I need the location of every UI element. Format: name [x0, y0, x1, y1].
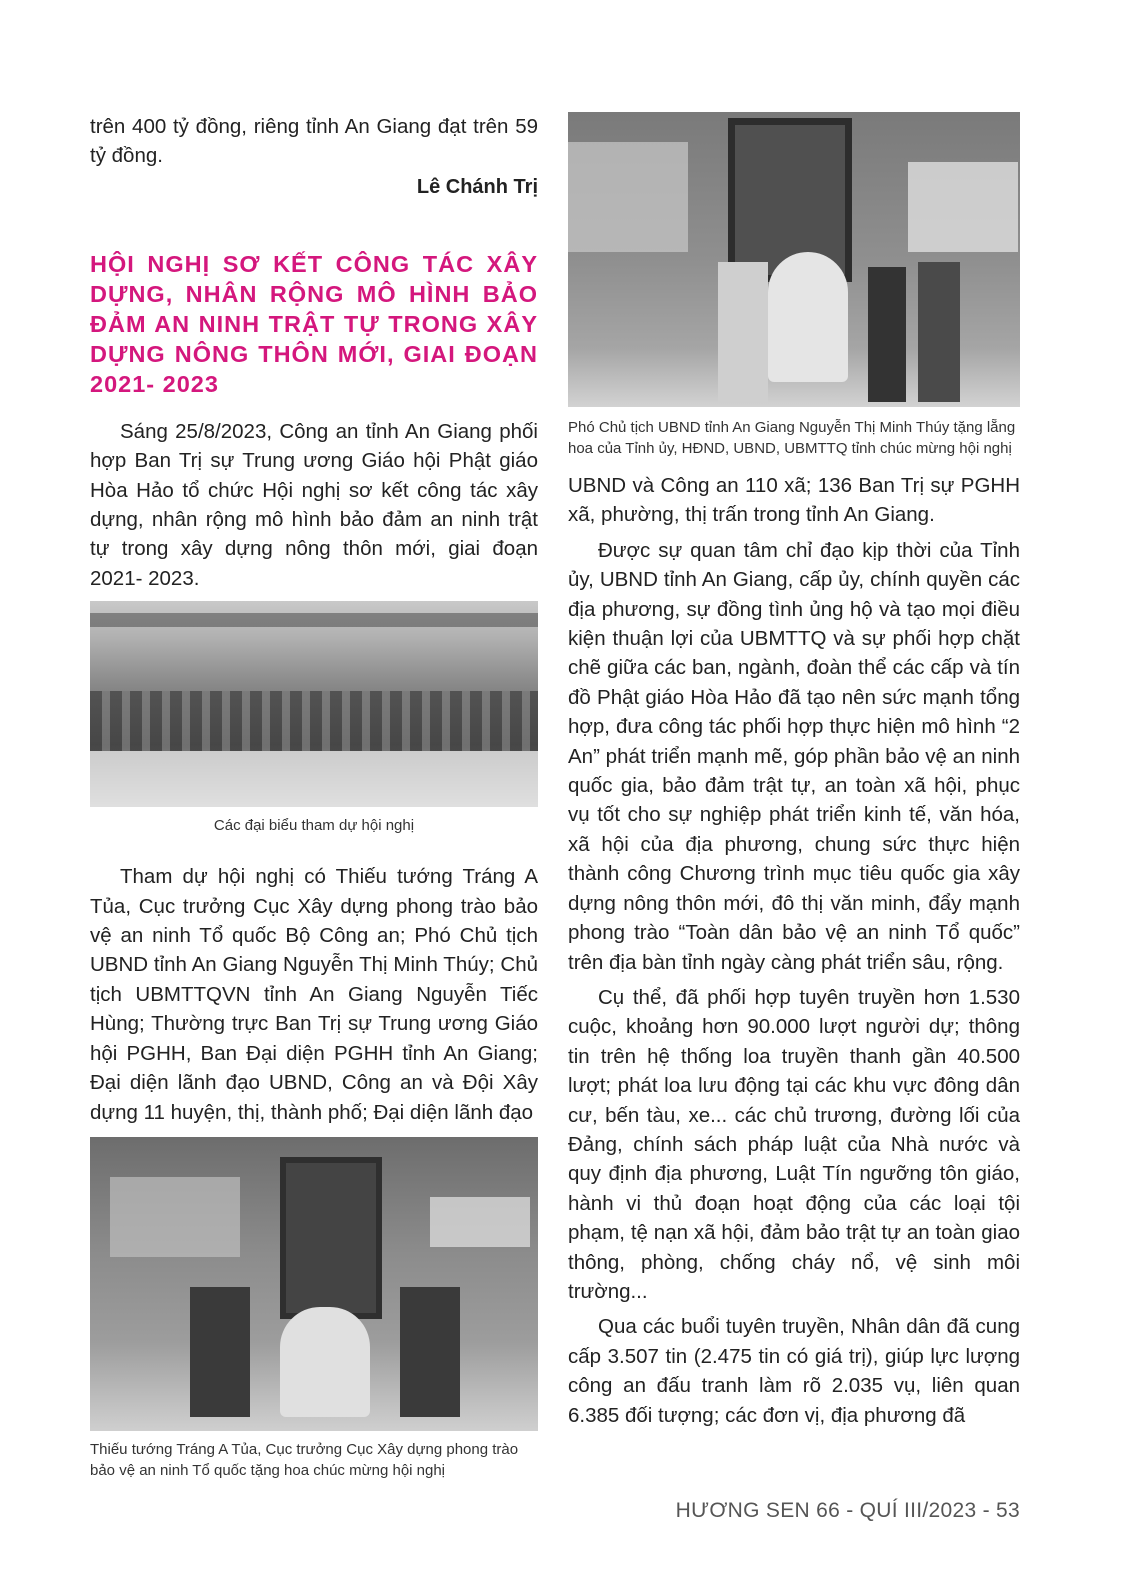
intro-paragraph: trên 400 tỷ đồng, riêng tỉnh An Giang đạt trên 59 tỷ đồng. [90, 115, 538, 168]
body-paragraph-3: Cụ thể, đã phối hợp tuyên truyền hơn 1.530 cuộc, khoảng hơn 90.000 lượt người dự; thông tin trên hệ thống loa truyền thanh gần 40.500 lượt; phát loa lưu động tại các khu vực đông dân cư, bến tàu, xe... các chủ trương, đường lối của Đảng, chính sách pháp luật của Nhà nước và quy định địa phương, Luật Tín ngưỡng tôn giáo, hành vi thủ đoạn hoạt động của các loại tội phạm, tệ nạn xã hội, đảm bảo trật tự an toàn giao thông, phòng, chống cháy nổ, vệ sinh môi trường... [568, 985, 1020, 1303]
vice-chair-flower-photo [568, 112, 1020, 407]
conference-audience-photo [90, 601, 538, 807]
photo-caption-vice-chair: Phó Chủ tịch UBND tỉnh An Giang Nguyễn Thị Minh Thúy tặng lẵng hoa của Tỉnh ủy, HĐND, UBND, UBMTTQ tỉnh chúc mừng hội nghị [568, 419, 1016, 457]
body-paragraph-2: Được sự quan tâm chỉ đạo kịp thời của Tỉnh ủy, UBND tỉnh An Giang, cấp ủy, chính quyền các địa phương, sự đồng tình ủng hộ và tạo mọi điều kiện thuận lợi của UBMTTQ và sự phối hợp chặt chẽ giữa các ban, ngành, đoàn thể các cấp và tín đồ Phật giáo Hòa Hảo đã tạo nên sức mạnh tổng hợp, đưa công tác phối hợp thực hiện mô hình “2 An” phát triển mạnh mẽ, góp phần bảo vệ an ninh quốc gia, bảo đảm trật tự, an toàn xã hội, phục vụ tốt cho sự nghiệp phát triển kinh tế, văn hóa, xã hội của địa phương, chung sức thực hiện thành công Chương trình mục tiêu quốc gia xây dựng nông thôn mới, đô thị văn minh, đẩy mạnh phong trào “Toàn dân bảo vệ an ninh Tổ quốc” trên địa bàn tỉnh ngày càng phát triển sâu, rộng. [568, 538, 1020, 974]
photo-caption-flowers: Thiếu tướng Tráng A Tủa, Cục trưởng Cục Xây dựng phong trào bảo vệ an ninh Tổ quốc tặng hoa chúc mừng hội nghị [90, 1440, 519, 1479]
right-column [568, 112, 1020, 1430]
attendees-paragraph: Tham dự hội nghị có Thiếu tướng Tráng A Tủa, Cục trưởng Cục Xây dựng phong trào bảo vệ an ninh Tổ quốc Bộ Công an; Phó Chủ tịch UBND tỉnh An Giang Nguyễn Thị Minh Thúy; Chủ tịch UBMTTQVN tỉnh An Giang Nguyễn Tiếc Hùng; Thường trực Ban Trị sự Trung ương Giáo hội PGHH, Ban Đại diện PGHH tỉnh An Giang; Đại diện lãnh đạo UBND, Công an và Đội Xây dựng 11 huyện, thị, thành phố; Đại diện lãnh đạo [90, 865, 538, 1124]
article-headline: HỘI NGHỊ SƠ KẾT CÔNG TÁC XÂY DỰNG, NHÂN RỘNG MÔ HÌNH BẢO ĐẢM AN NINH TRẬT TỰ TRONG XÂY DỰNG NÔNG THÔN MỚI, GIAI ĐOẠN 2021- 2023 [90, 250, 538, 397]
left-column [90, 112, 538, 1481]
body-paragraph-4: Qua các buổi tuyên truyền, Nhân dân đã cung cấp 3.507 tin (2.475 tin có giá trị), giúp lực lượng công an đấu tranh làm rõ 2.035 vụ, liên quan 6.385 đối tượng; các đơn vị, địa phương đã [568, 1315, 1020, 1427]
photo-caption-audience: Các đại biểu tham dự hội nghị [213, 817, 415, 835]
lead-paragraph: Sáng 25/8/2023, Công an tỉnh An Giang phối hợp Ban Trị sự Trung ương Giáo hội Phật giáo Hòa Hảo tổ chức Hội nghị sơ kết công tác xây dựng, nhân rộng mô hình bảo đảm an ninh trật tự trong xây dựng nông thôn mới, giai đoạn 2021- 2023. [90, 419, 538, 590]
body-paragraph-1: UBND và Công an 110 xã; 136 Ban Trị sự PGHH xã, phường, thị trấn trong tỉnh An Giang. [568, 474, 1020, 527]
author-byline: Lê Chánh Trị [416, 175, 538, 198]
page-footer: HƯƠNG SEN 66 - QUÍ III/2023 - 53 [675, 1499, 1020, 1522]
flower-presentation-photo [90, 1137, 538, 1431]
